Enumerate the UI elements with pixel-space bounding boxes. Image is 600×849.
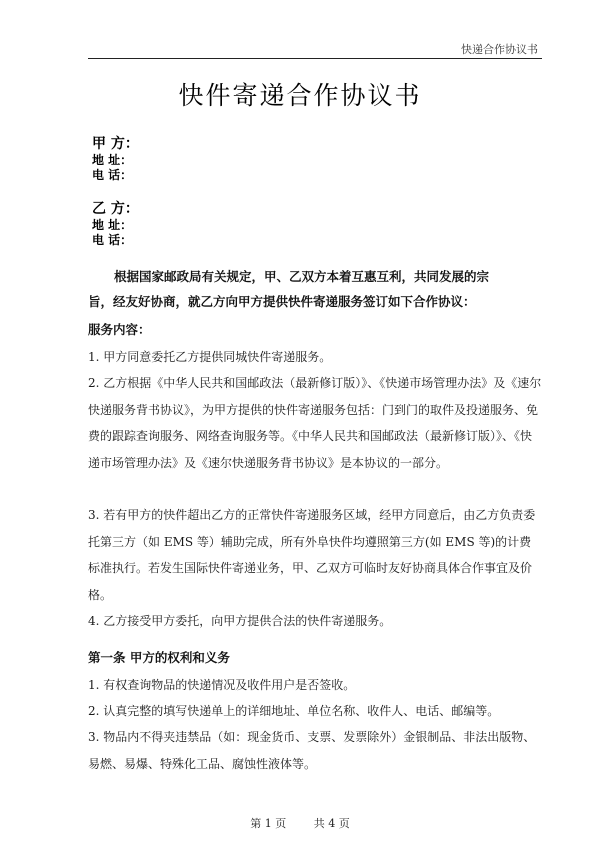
page-footer (0, 815, 600, 831)
article1-item: 1. 有权查询物品的快递情况及收件用户是否签收。 (88, 678, 356, 692)
article1-heading: 第一条 甲方的权利和义务 (88, 650, 230, 665)
service-item: 2. 乙方根据《中华人民共和国邮政法（最新修订版）》、《快递市场管理办法》及《速尔快递服务背书协议》，为甲方提供的快件寄递服务包括：门到门的取件及投递服务、免费的跟踪查询服务、网络查询服务等。《中华人民共和国邮政法（最新修订版）》、《快递市场管理办法》及《速尔快递服务背书协议》是本协议的一部分。 (88, 376, 542, 470)
party-a-block (92, 135, 139, 183)
intro-paragraph: 根据国家邮政局有关规定，甲、乙双方本着互惠互利，共同发展的宗旨，经友好协商，就乙方向甲方提供快件寄递服务签订如下合作协议： (88, 269, 490, 309)
article1-item: 2. 认真完整的填写快递单上的详细地址、单位名称、收件人、电话、邮编等。 (88, 704, 500, 718)
party-b-label: 乙 方： (92, 201, 139, 217)
party-a-address-label: 地 址： (92, 153, 133, 167)
article1-item: 3. 物品内不得夹违禁品（如：现金货币、支票、发票除外）金银制品、非法出版物、易燃、易爆、特殊化工品、腐蚀性液体等。 (88, 730, 536, 771)
header-divider (88, 58, 542, 59)
party-a-label: 甲 方： (92, 136, 139, 152)
page-number: 第 1 页 (250, 817, 287, 830)
page-total: 共 4 页 (313, 817, 350, 830)
document-title: 快件寄递合作协议书 (178, 81, 422, 110)
service-item: 3. 若有甲方的快件超出乙方的正常快件寄递服务区域，经甲方同意后，由乙方负责委托第三方（如 EMS 等）辅助完成，所有外阜快件均遵照第三方(如 EMS 等)的计费标准执行。若发生国际快件寄递业务，甲、乙双方可临时友好协商具体合作事宜及价格。 (88, 508, 536, 602)
party-b-block (92, 200, 139, 248)
party-a-phone-label: 电 话： (92, 168, 133, 182)
service-item: 1. 甲方同意委托乙方提供同城快件寄递服务。 (88, 350, 332, 364)
party-b-address-label: 地 址： (92, 218, 133, 232)
service-heading: 服务内容： (88, 322, 151, 337)
running-header: 快递合作协议书 (461, 43, 538, 56)
service-item: 4. 乙方接受甲方委托，向甲方提供合法的快件寄递服务。 (88, 614, 392, 628)
party-b-phone-label: 电 话： (92, 233, 133, 247)
